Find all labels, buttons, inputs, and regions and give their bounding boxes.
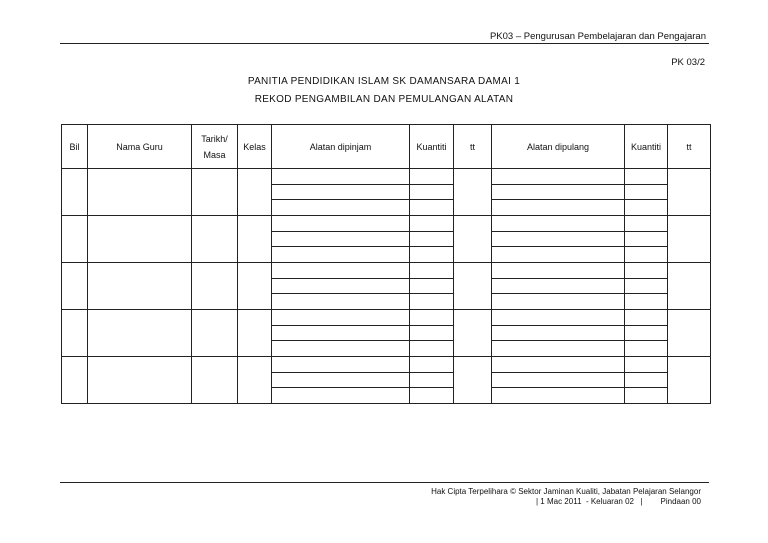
cell-kuantiti-pulang-line[interactable]: [625, 169, 667, 185]
cell-tt-pinjam[interactable]: [454, 357, 492, 404]
cell-alatan-dipinjam-lines: [272, 216, 409, 262]
cell-alatan-dipulang[interactable]: [492, 263, 625, 310]
header-divider: [60, 43, 709, 44]
cell-alatan-dipulang-line[interactable]: [492, 247, 624, 262]
cell-alatan-dipulang-line[interactable]: [492, 373, 624, 389]
cell-kelas[interactable]: [238, 310, 272, 357]
cell-alatan-dipulang-line[interactable]: [492, 326, 624, 342]
cell-alatan-dipulang-line[interactable]: [492, 232, 624, 248]
cell-alatan-dipinjam-lines: [272, 310, 409, 356]
table-row: [62, 216, 711, 263]
cell-bil[interactable]: [62, 216, 88, 263]
cell-kelas[interactable]: [238, 357, 272, 404]
cell-tt-pulang[interactable]: [668, 169, 711, 216]
cell-kuantiti-pulang-lines: [625, 357, 667, 403]
cell-kuantiti-pinjam-line[interactable]: [410, 294, 453, 309]
cell-alatan-dipulang[interactable]: [492, 169, 625, 216]
form-title: PANITIA PENDIDIKAN ISLAM SK DAMANSARA DAMAI 1: [247, 76, 521, 87]
cell-kuantiti-pulang-line[interactable]: [625, 216, 667, 232]
cell-kuantiti-pinjam-line[interactable]: [410, 326, 453, 342]
cell-alatan-dipulang-line[interactable]: [492, 200, 624, 215]
cell-alatan-dipulang-line[interactable]: [492, 357, 624, 373]
cell-kuantiti-pulang[interactable]: [625, 169, 668, 216]
cell-alatan-dipulang[interactable]: [492, 357, 625, 404]
cell-alatan-dipinjam-line[interactable]: [272, 247, 409, 262]
cell-kuantiti-pulang-line[interactable]: [625, 185, 667, 201]
cell-kuantiti-pulang-line[interactable]: [625, 388, 667, 403]
cell-tt-pinjam[interactable]: [454, 263, 492, 310]
cell-kelas[interactable]: [238, 216, 272, 263]
cell-kuantiti-pinjam-line[interactable]: [410, 247, 453, 262]
cell-alatan-dipinjam[interactable]: [272, 357, 410, 404]
cell-tt-pinjam[interactable]: [454, 169, 492, 216]
table-row: [62, 169, 711, 216]
cell-alatan-dipulang[interactable]: [492, 216, 625, 263]
document-code: PK 03/2: [671, 57, 705, 68]
cell-alatan-dipulang-line[interactable]: [492, 169, 624, 185]
cell-alatan-dipulang-lines: [492, 357, 624, 403]
cell-alatan-dipulang-lines: [492, 310, 624, 356]
cell-alatan-dipinjam[interactable]: [272, 169, 410, 216]
cell-alatan-dipulang-line[interactable]: [492, 310, 624, 326]
cell-alatan-dipinjam-lines: [272, 263, 409, 309]
col-header-tt-pinjam: tt: [454, 125, 492, 169]
cell-kuantiti-pinjam-line[interactable]: [410, 216, 453, 232]
cell-kuantiti-pinjam-line[interactable]: [410, 279, 453, 295]
cell-alatan-dipinjam-line[interactable]: [272, 294, 409, 309]
cell-alatan-dipulang-line[interactable]: [492, 294, 624, 309]
cell-kuantiti-pinjam-line[interactable]: [410, 341, 453, 356]
col-header-masa: Masa: [203, 149, 226, 160]
cell-tt-pulang[interactable]: [668, 357, 711, 404]
table-row: [62, 310, 711, 357]
footer-divider: [60, 482, 709, 483]
cell-kuantiti-pulang-lines: [625, 216, 667, 262]
cell-alatan-dipulang-line[interactable]: [492, 341, 624, 356]
cell-kelas[interactable]: [238, 263, 272, 310]
cell-tarikh-masa[interactable]: [192, 263, 238, 310]
col-header-kelas: Kelas: [238, 125, 272, 169]
cell-tt-pulang[interactable]: [668, 216, 711, 263]
cell-tt-pulang[interactable]: [668, 310, 711, 357]
cell-kuantiti-pulang-line[interactable]: [625, 200, 667, 215]
cell-kuantiti-pinjam-line[interactable]: [410, 310, 453, 326]
table-row: [62, 263, 711, 310]
cell-kuantiti-pulang-line[interactable]: [625, 357, 667, 373]
cell-alatan-dipinjam-line[interactable]: [272, 185, 409, 201]
cell-alatan-dipinjam-line[interactable]: [272, 373, 409, 389]
cell-kuantiti-pinjam-line[interactable]: [410, 388, 453, 403]
col-header-tarikh-masa: [192, 125, 238, 169]
cell-kuantiti-pulang-line[interactable]: [625, 263, 667, 279]
cell-alatan-dipinjam-line[interactable]: [272, 341, 409, 356]
cell-alatan-dipinjam-line[interactable]: [272, 326, 409, 342]
cell-alatan-dipulang-line[interactable]: [492, 388, 624, 403]
cell-tarikh-masa[interactable]: [192, 310, 238, 357]
cell-kuantiti-pinjam[interactable]: [410, 263, 454, 310]
cell-kuantiti-pinjam-lines: [410, 357, 453, 403]
col-header-kuantiti-pinjam: Kuantiti: [410, 125, 454, 169]
cell-alatan-dipinjam-line[interactable]: [272, 216, 409, 232]
cell-kuantiti-pulang-lines: [625, 310, 667, 356]
cell-kuantiti-pinjam-line[interactable]: [410, 232, 453, 248]
cell-nama-guru[interactable]: [88, 310, 192, 357]
cell-kuantiti-pinjam[interactable]: [410, 357, 454, 404]
cell-tt-pinjam[interactable]: [454, 310, 492, 357]
cell-bil[interactable]: [62, 310, 88, 357]
cell-alatan-dipinjam-line[interactable]: [272, 169, 409, 185]
header-text: PK03 – Pengurusan Pembelajaran dan Pengajaran: [489, 31, 706, 42]
cell-alatan-dipulang-lines: [492, 169, 624, 215]
cell-kuantiti-pinjam-line[interactable]: [410, 169, 453, 185]
col-header-tt-pulang: tt: [668, 125, 711, 169]
cell-alatan-dipulang[interactable]: [492, 310, 625, 357]
cell-kuantiti-pulang-line[interactable]: [625, 326, 667, 342]
cell-kuantiti-pinjam-lines: [410, 310, 453, 356]
cell-kuantiti-pinjam-lines: [410, 263, 453, 309]
cell-alatan-dipulang-line[interactable]: [492, 263, 624, 279]
cell-alatan-dipinjam-line[interactable]: [272, 388, 409, 403]
cell-alatan-dipinjam-lines: [272, 357, 409, 403]
cell-kuantiti-pinjam-line[interactable]: [410, 373, 453, 389]
col-header-alatan-dipinjam: Alatan dipinjam: [272, 125, 410, 169]
col-header-tarikh: Tarikh/: [201, 133, 228, 144]
cell-bil[interactable]: [62, 169, 88, 216]
cell-kuantiti-pinjam[interactable]: [410, 310, 454, 357]
cell-tarikh-masa[interactable]: [192, 169, 238, 216]
cell-kuantiti-pulang[interactable]: [625, 216, 668, 263]
cell-alatan-dipinjam-line[interactable]: [272, 232, 409, 248]
cell-kuantiti-pulang-lines: [625, 169, 667, 215]
cell-alatan-dipinjam-line[interactable]: [272, 357, 409, 373]
cell-alatan-dipinjam-line[interactable]: [272, 200, 409, 215]
cell-alatan-dipinjam-line[interactable]: [272, 263, 409, 279]
cell-nama-guru[interactable]: [88, 169, 192, 216]
cell-nama-guru[interactable]: [88, 357, 192, 404]
cell-kuantiti-pinjam-line[interactable]: [410, 200, 453, 215]
cell-alatan-dipinjam[interactable]: [272, 216, 410, 263]
col-header-kuantiti-pulang: Kuantiti: [625, 125, 668, 169]
table-body: [62, 169, 711, 404]
footer-copyright: Hak Cipta Terpelihara © Sektor Jaminan Kualiti, Jabatan Pelajaran Selangor: [431, 487, 701, 496]
form-subtitle: REKOD PENGAMBILAN DAN PEMULANGAN ALATAN: [254, 94, 514, 105]
cell-nama-guru[interactable]: [88, 263, 192, 310]
cell-kuantiti-pulang-line[interactable]: [625, 247, 667, 262]
cell-bil[interactable]: [62, 263, 88, 310]
cell-alatan-dipinjam[interactable]: [272, 310, 410, 357]
col-header-nama-guru: Nama Guru: [88, 125, 192, 169]
cell-alatan-dipinjam-line[interactable]: [272, 279, 409, 295]
cell-kuantiti-pulang[interactable]: [625, 263, 668, 310]
cell-kuantiti-pinjam[interactable]: [410, 216, 454, 263]
col-header-alatan-dipulang: Alatan dipulang: [492, 125, 625, 169]
cell-kelas[interactable]: [238, 169, 272, 216]
header-row: [62, 125, 711, 169]
record-table: [61, 124, 711, 404]
cell-kuantiti-pulang-line[interactable]: [625, 279, 667, 295]
col-header-bil: Bil: [62, 125, 88, 169]
table-row: [62, 357, 711, 404]
cell-kuantiti-pinjam-lines: [410, 216, 453, 262]
cell-kuantiti-pinjam-lines: [410, 169, 453, 215]
cell-kuantiti-pinjam-line[interactable]: [410, 185, 453, 201]
cell-kuantiti-pulang-lines: [625, 263, 667, 309]
cell-alatan-dipulang-line[interactable]: [492, 216, 624, 232]
cell-kuantiti-pulang[interactable]: [625, 310, 668, 357]
cell-alatan-dipulang-line[interactable]: [492, 185, 624, 201]
cell-tt-pulang[interactable]: [668, 263, 711, 310]
cell-alatan-dipulang-lines: [492, 263, 624, 309]
footer-version: | 1 Mac 2011 - Keluaran 02 | Pindaan 00: [536, 497, 701, 506]
cell-kuantiti-pulang-line[interactable]: [625, 310, 667, 326]
cell-tt-pinjam[interactable]: [454, 216, 492, 263]
cell-alatan-dipulang-line[interactable]: [492, 279, 624, 295]
cell-kuantiti-pulang[interactable]: [625, 357, 668, 404]
cell-alatan-dipinjam-line[interactable]: [272, 310, 409, 326]
cell-kuantiti-pinjam-line[interactable]: [410, 263, 453, 279]
cell-tarikh-masa[interactable]: [192, 357, 238, 404]
cell-bil[interactable]: [62, 357, 88, 404]
cell-alatan-dipulang-lines: [492, 216, 624, 262]
cell-kuantiti-pulang-line[interactable]: [625, 294, 667, 309]
cell-kuantiti-pinjam[interactable]: [410, 169, 454, 216]
cell-nama-guru[interactable]: [88, 216, 192, 263]
cell-kuantiti-pulang-line[interactable]: [625, 373, 667, 389]
cell-kuantiti-pulang-line[interactable]: [625, 232, 667, 248]
cell-kuantiti-pinjam-line[interactable]: [410, 357, 453, 373]
cell-tarikh-masa[interactable]: [192, 216, 238, 263]
cell-kuantiti-pulang-line[interactable]: [625, 341, 667, 356]
cell-alatan-dipinjam-lines: [272, 169, 409, 215]
cell-alatan-dipinjam[interactable]: [272, 263, 410, 310]
